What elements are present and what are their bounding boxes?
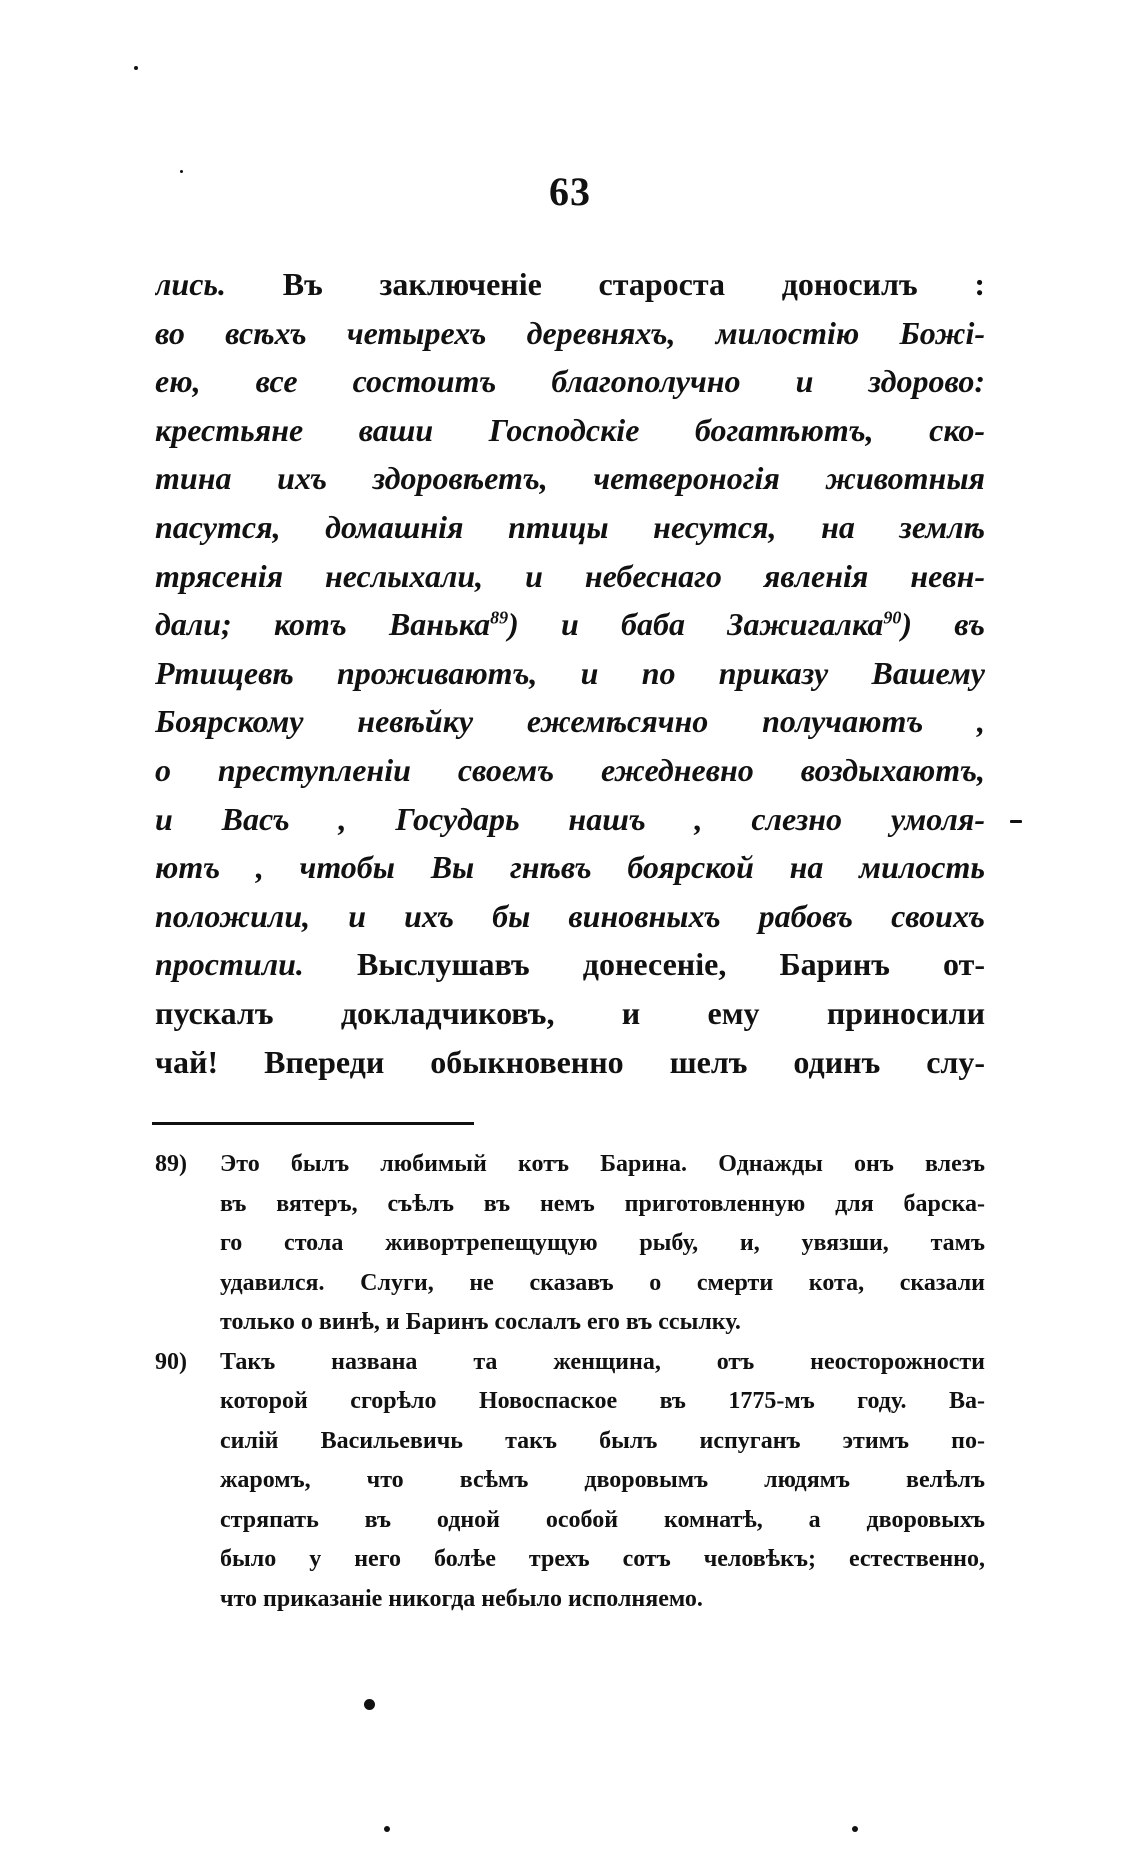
footnote-line: го стола живортрепещущую рыбу, и, увязши, тамъ xyxy=(220,1230,985,1256)
footnote-line: которой сгорѣло Новоспаское въ 1775-мъ году. Ва- xyxy=(220,1388,985,1414)
italic-run: и Васъ , Государь нашъ , слезно умоля- xyxy=(155,800,985,837)
text-line xyxy=(155,357,985,406)
italic-run: о преступленіи своемъ ежедневно воздыхаютъ, xyxy=(155,751,985,788)
italic-run: во всѣхъ четырехъ деревняхъ, милостію Божі- xyxy=(155,314,985,351)
main-text xyxy=(155,260,985,1086)
footnote-ref: 89 xyxy=(490,607,509,628)
text-line xyxy=(155,260,985,309)
italic-run: простили. xyxy=(155,946,304,983)
italic-run: ею, все состоитъ благополучно и здорово: xyxy=(155,363,985,400)
text-line xyxy=(155,503,985,552)
footnote-line: силій Васильевичь такъ былъ испуганъ этимъ по- xyxy=(220,1427,985,1454)
footnote-line: Это былъ любимый котъ Барина. Однажды онъ влезъ xyxy=(220,1151,985,1177)
print-speck xyxy=(1010,820,1022,823)
footnote-ref: 90 xyxy=(883,607,902,628)
italic-run: тина ихъ здоровѣетъ, четвероногія животныя xyxy=(155,460,985,497)
footnote-line: въ вятеръ, съѣлъ въ немъ приготовленную для барска- xyxy=(220,1190,985,1217)
roman-run: чай! Впереди обыкновенно шелъ одинъ слу- xyxy=(155,1043,985,1080)
print-speck xyxy=(852,1826,858,1832)
italic-run: ) въ xyxy=(901,606,985,643)
footnote-marker: 89) xyxy=(155,1151,187,1177)
text-line xyxy=(155,940,985,989)
footnote-line: удавился. Слуги, не сказавъ о смерти кота, сказали xyxy=(220,1269,985,1296)
footnote-line: было у него болѣе трехъ сотъ человѣкъ; естественно, xyxy=(220,1546,985,1572)
italic-run: лись. xyxy=(155,266,227,302)
text-line xyxy=(155,406,985,455)
footnote xyxy=(155,1145,985,1343)
italic-run: ютъ , чтобы Вы гнѣвъ боярской на милость xyxy=(155,849,985,886)
text-line xyxy=(155,892,985,941)
footnote-line: жаромъ, что всѣмъ дворовымъ людямъ велѣлъ xyxy=(220,1467,985,1493)
text-line xyxy=(155,649,985,698)
print-speck xyxy=(180,170,183,173)
italic-run: трясенія неслыхали, и небеснаго явленія невн- xyxy=(155,557,985,594)
print-speck xyxy=(364,1699,375,1710)
text-line xyxy=(155,600,985,649)
italic-run: Ртищевѣ проживаютъ, и по приказу Вашему xyxy=(155,654,985,691)
italic-run: крестьяне ваши Господскіе богатѣютъ, ско- xyxy=(155,411,985,448)
print-speck xyxy=(134,66,138,70)
footnote xyxy=(155,1343,985,1620)
text-line xyxy=(155,454,985,503)
print-speck xyxy=(384,1826,390,1832)
footnote-line: стряпать въ одной особой комнатѣ, а дворовыхъ xyxy=(220,1506,985,1533)
text-line xyxy=(155,552,985,601)
roman-run: Въ заключеніе староста доносилъ : xyxy=(226,266,985,302)
footnote-line: Такъ названа та женщина, отъ неосторожности xyxy=(220,1348,985,1375)
footnotes xyxy=(155,1145,985,1619)
text-line xyxy=(155,843,985,892)
italic-run: дали; котъ Ванька xyxy=(155,606,491,643)
footnote-separator xyxy=(152,1122,474,1125)
italic-run: пасутся, домашнія птицы несутся, на землѣ xyxy=(155,508,985,545)
italic-run: Боярскому невѣйку ежемѣсячно получаютъ , xyxy=(155,703,985,740)
footnote-line: только о винѣ, и Баринъ сослалъ его въ ссылку. xyxy=(220,1309,741,1335)
roman-run: пускалъ докладчиковъ, и ему приносили xyxy=(155,994,985,1031)
text-line xyxy=(155,989,985,1038)
text-line xyxy=(155,1038,985,1087)
italic-run: положили, и ихъ бы виновныхъ рабовъ своихъ xyxy=(155,897,985,934)
italic-run: ) и баба Зажигалка xyxy=(508,606,884,643)
page-number: 63 xyxy=(549,169,591,214)
footnote-body xyxy=(220,1343,985,1620)
text-line xyxy=(155,795,985,844)
footnote-body xyxy=(220,1145,985,1343)
roman-run: Выслушавъ донесеніе, Баринъ от- xyxy=(303,946,985,983)
text-line xyxy=(155,746,985,795)
footnote-marker: 90) xyxy=(155,1348,187,1375)
text-line xyxy=(155,697,985,746)
footnote-line: что приказаніе никогда небыло исполняемо. xyxy=(220,1585,703,1612)
text-line xyxy=(155,309,985,358)
